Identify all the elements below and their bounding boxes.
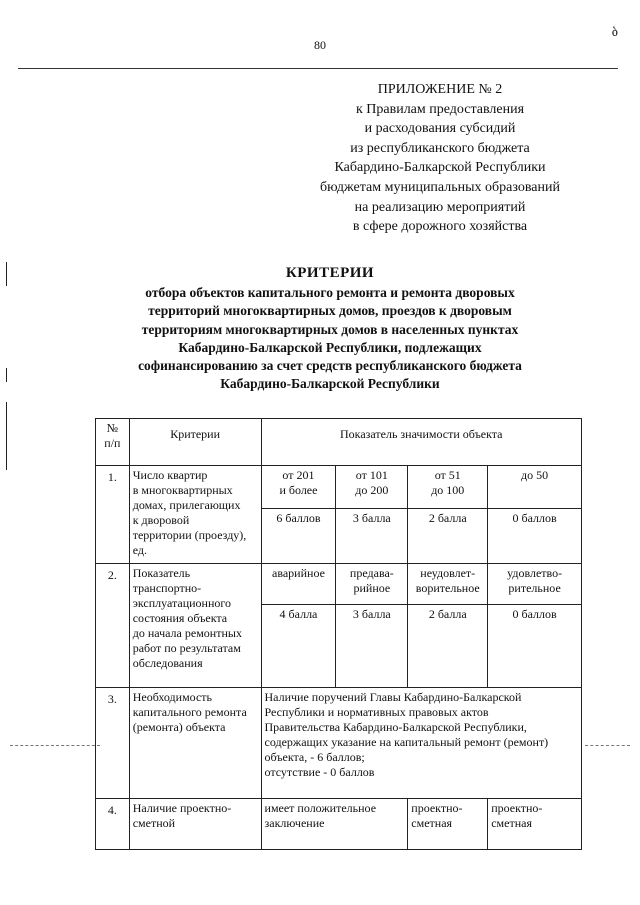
range-line: до 200 bbox=[355, 483, 389, 497]
criteria-table bbox=[95, 418, 582, 850]
score-cell: 0 баллов bbox=[488, 605, 582, 688]
table-header-row bbox=[96, 419, 582, 466]
table-row bbox=[96, 564, 582, 605]
scan-margin-mark bbox=[6, 402, 7, 470]
header-criteria bbox=[129, 419, 261, 466]
corner-mark: ბ bbox=[611, 27, 618, 39]
appendix-line: в сфере дорожного хозяйства bbox=[352, 219, 528, 235]
option-cell bbox=[488, 799, 582, 850]
score-cell: 2 балла bbox=[408, 509, 488, 564]
range-cell bbox=[488, 466, 582, 509]
indicator-line: Наличие поручений Главы Кабардино-Балкарской bbox=[264, 690, 522, 704]
criterion-line: в многоквартирных bbox=[132, 483, 233, 497]
option-line: заключение bbox=[264, 816, 325, 830]
appendix-line: Кабардино-Балкарской Республики bbox=[334, 160, 546, 176]
option-line: проектно- bbox=[491, 801, 543, 815]
range-cell bbox=[408, 466, 488, 509]
header-num-line: п/п bbox=[104, 436, 121, 450]
criterion-cell bbox=[129, 466, 261, 564]
appendix-block bbox=[300, 80, 580, 237]
header-criteria-text: Критерии bbox=[170, 427, 221, 441]
criterion-line: сметной bbox=[132, 816, 176, 830]
state-line: предава- bbox=[349, 566, 394, 580]
appendix-line: из республиканского бюджета bbox=[350, 140, 530, 156]
table-row bbox=[96, 466, 582, 509]
appendix-line: на реализацию мероприятий bbox=[354, 199, 526, 215]
criterion-cell bbox=[129, 564, 261, 688]
scan-artifact-line bbox=[585, 745, 630, 746]
option-line: сметная bbox=[491, 816, 532, 830]
header-indicator bbox=[261, 419, 581, 466]
criterion-line: до начала ремонтных bbox=[132, 626, 242, 640]
range-line: до 100 bbox=[431, 483, 465, 497]
state-line: рийное bbox=[353, 581, 391, 595]
indicator-text-cell bbox=[261, 688, 581, 799]
document-subtitle bbox=[60, 284, 600, 394]
indicator-line: Правительства Кабардино-Балкарской Республики, bbox=[264, 720, 527, 734]
indicator-line: содержащих указание на капитальный ремонт (ремонт) bbox=[264, 735, 549, 749]
state-line: удовлетво- bbox=[507, 566, 563, 580]
appendix-line: и расходования субсидий bbox=[364, 121, 516, 137]
criterion-line: домах, прилегающих bbox=[132, 498, 241, 512]
criterion-line: состояния объекта bbox=[132, 611, 228, 625]
criterion-line: капитального ремонта bbox=[132, 705, 247, 719]
state-cell bbox=[408, 564, 488, 605]
subtitle-line: территориям многоквартирных домов в населенных пунктах bbox=[141, 321, 519, 337]
range-line: до 50 bbox=[521, 468, 549, 482]
score-cell: 2 балла bbox=[408, 605, 488, 688]
score-cell: 0 баллов bbox=[488, 509, 582, 564]
criterion-line: (ремонта) объекта bbox=[132, 720, 226, 734]
table-row bbox=[96, 799, 582, 850]
table-row bbox=[96, 688, 582, 799]
criterion-line: ед. bbox=[132, 543, 147, 557]
state-line: рительное bbox=[508, 581, 561, 595]
option-line: имеет положительное bbox=[264, 801, 377, 815]
range-cell bbox=[261, 466, 336, 509]
scan-margin-mark bbox=[6, 368, 7, 382]
document-title: КРИТЕРИИ bbox=[285, 265, 375, 281]
scan-artifact-line bbox=[10, 745, 100, 746]
score-cell: 4 балла bbox=[261, 605, 336, 688]
row-number: 4. bbox=[96, 799, 130, 850]
indicator-line: Республики и нормативных правовых актов bbox=[264, 705, 489, 719]
score-cell: 6 баллов bbox=[261, 509, 336, 564]
criterion-line: территории (проезду), bbox=[132, 528, 247, 542]
option-line: сметная bbox=[411, 816, 453, 830]
range-line: от 101 bbox=[355, 468, 388, 482]
row-number: 1. bbox=[96, 466, 130, 564]
criterion-line: Показатель bbox=[132, 566, 191, 580]
criterion-cell bbox=[129, 799, 261, 850]
range-cell bbox=[336, 466, 408, 509]
range-line: и более bbox=[279, 483, 318, 497]
appendix-line: ПРИЛОЖЕНИЕ № 2 bbox=[377, 82, 503, 97]
header-indicator-text: Показатель значимости объекта bbox=[340, 427, 503, 441]
scan-margin-mark bbox=[6, 262, 7, 286]
criterion-cell bbox=[129, 688, 261, 799]
indicator-line: объекта, - 6 баллов; bbox=[264, 750, 365, 764]
subtitle-line: софинансированию за счет средств республиканского бюджета bbox=[138, 358, 522, 374]
subtitle-line: территорий многоквартирных домов, проездов к дворовым bbox=[148, 303, 512, 319]
row-number: 2. bbox=[96, 564, 130, 688]
header-num-line: № bbox=[106, 421, 119, 435]
appendix-line: бюджетам муниципальных образований bbox=[320, 179, 560, 195]
indicator-line: отсутствие - 0 баллов bbox=[264, 765, 375, 779]
page-number: 80 bbox=[314, 38, 326, 52]
score-cell: 3 балла bbox=[336, 605, 408, 688]
header-rule bbox=[18, 68, 618, 69]
subtitle-line: отбора объектов капитального ремонта и ремонта дворовых bbox=[145, 285, 515, 300]
criterion-line: к дворовой bbox=[132, 513, 190, 527]
appendix-line: к Правилам предоставления bbox=[355, 101, 525, 117]
criterion-line: Число квартир bbox=[132, 468, 208, 482]
criterion-line: транспортно- bbox=[132, 581, 202, 595]
score-cell: 3 балла bbox=[336, 509, 408, 564]
row-number: 3. bbox=[96, 688, 130, 799]
criterion-line: обследования bbox=[132, 656, 203, 670]
state-cell bbox=[488, 564, 582, 605]
subtitle-line: Кабардино-Балкарской Республики, подлежащих bbox=[178, 339, 482, 355]
criterion-line: эксплуатационного bbox=[132, 596, 232, 610]
state-cell bbox=[261, 564, 336, 605]
range-line: от 201 bbox=[282, 468, 315, 482]
state-line: неудовлет- bbox=[420, 566, 476, 580]
option-line: проектно- bbox=[411, 801, 463, 815]
subtitle-line: Кабардино-Балкарской Республики bbox=[220, 376, 440, 392]
range-line: от 51 bbox=[434, 468, 461, 482]
state-line: ворительное bbox=[415, 581, 480, 595]
criterion-line: Необходимость bbox=[132, 690, 213, 704]
header-num bbox=[96, 419, 130, 466]
state-cell bbox=[336, 564, 408, 605]
criterion-line: работ по результатам bbox=[132, 641, 241, 655]
option-cell bbox=[408, 799, 488, 850]
criterion-line: Наличие проектно- bbox=[132, 801, 232, 815]
option-cell bbox=[261, 799, 408, 850]
state-line: аварийное bbox=[272, 566, 325, 580]
